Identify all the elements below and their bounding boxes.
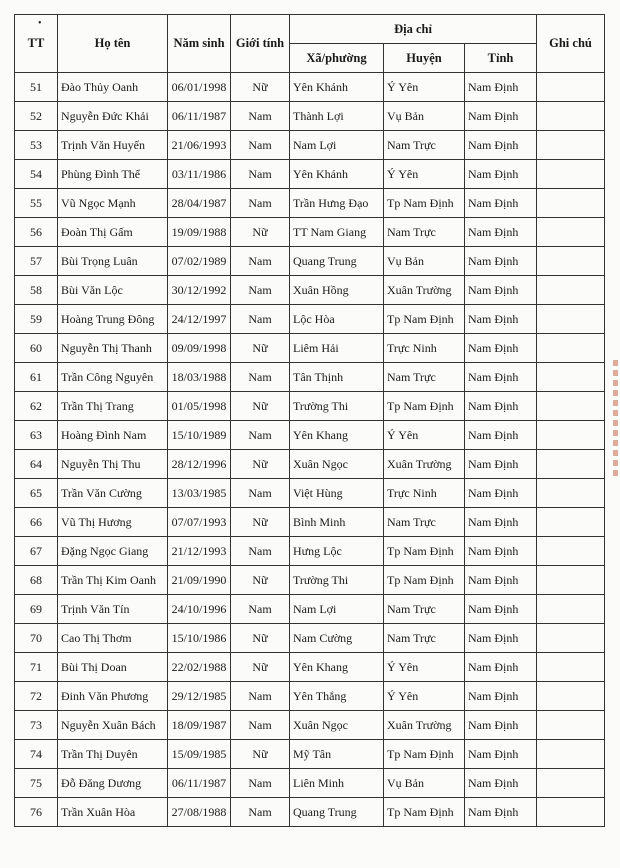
- cell-ghi-chu: [537, 160, 605, 189]
- cell-xa-phuong: Hưng Lộc: [290, 537, 384, 566]
- cell-huyen: Ý Yên: [384, 653, 465, 682]
- cell-huyen: Xuân Trường: [384, 276, 465, 305]
- table-row: [15, 421, 605, 450]
- cell-ho-ten: Cao Thị Thơm: [58, 624, 168, 653]
- cell-gioi-tinh: Nam: [231, 189, 290, 218]
- cell-gioi-tinh: Nữ: [231, 218, 290, 247]
- cell-ghi-chu: [537, 653, 605, 682]
- cell-tt: 62: [15, 392, 58, 421]
- table-row: [15, 624, 605, 653]
- table-row: [15, 160, 605, 189]
- cell-ho-ten: Trịnh Văn Tín: [58, 595, 168, 624]
- cell-ghi-chu: [537, 479, 605, 508]
- cell-gioi-tinh: Nam: [231, 247, 290, 276]
- cell-ghi-chu: [537, 769, 605, 798]
- cell-nam-sinh: 07/07/1993: [168, 508, 231, 537]
- cell-ghi-chu: [537, 218, 605, 247]
- cell-xa-phuong: Yên Thắng: [290, 682, 384, 711]
- cell-nam-sinh: 21/09/1990: [168, 566, 231, 595]
- header-tinh: Tỉnh: [465, 44, 537, 73]
- cell-huyen: Ý Yên: [384, 160, 465, 189]
- cell-gioi-tinh: Nữ: [231, 566, 290, 595]
- cell-tt: 64: [15, 450, 58, 479]
- cell-tt: 51: [15, 73, 58, 102]
- cell-gioi-tinh: Nữ: [231, 508, 290, 537]
- table-row: [15, 305, 605, 334]
- cell-tinh: Nam Định: [465, 363, 537, 392]
- cell-ghi-chu: [537, 798, 605, 827]
- cell-tinh: Nam Định: [465, 682, 537, 711]
- cell-ghi-chu: [537, 276, 605, 305]
- cell-ho-ten: Bùi Thị Doan: [58, 653, 168, 682]
- cell-huyen: Tp Nam Định: [384, 740, 465, 769]
- cell-tinh: Nam Định: [465, 392, 537, 421]
- cell-xa-phuong: Quang Trung: [290, 247, 384, 276]
- cell-tinh: Nam Định: [465, 537, 537, 566]
- cell-gioi-tinh: Nam: [231, 711, 290, 740]
- cell-huyen: Ý Yên: [384, 73, 465, 102]
- cell-tinh: Nam Định: [465, 479, 537, 508]
- cell-ho-ten: Nguyễn Xuân Bách: [58, 711, 168, 740]
- header-nam-sinh: Năm sinh: [168, 15, 231, 73]
- cell-xa-phuong: Liên Minh: [290, 769, 384, 798]
- cell-xa-phuong: Bình Minh: [290, 508, 384, 537]
- cell-xa-phuong: Trần Hưng Đạo: [290, 189, 384, 218]
- cell-tinh: Nam Định: [465, 798, 537, 827]
- cell-huyen: Nam Trực: [384, 218, 465, 247]
- cell-ghi-chu: [537, 392, 605, 421]
- cell-xa-phuong: Xuân Ngọc: [290, 450, 384, 479]
- cell-ghi-chu: [537, 682, 605, 711]
- cell-tt: 58: [15, 276, 58, 305]
- cell-tt: 72: [15, 682, 58, 711]
- cell-nam-sinh: 06/11/1987: [168, 769, 231, 798]
- cell-tinh: Nam Định: [465, 450, 537, 479]
- cell-gioi-tinh: Nam: [231, 276, 290, 305]
- cell-huyen: Tp Nam Định: [384, 537, 465, 566]
- cell-nam-sinh: 24/10/1996: [168, 595, 231, 624]
- cell-xa-phuong: Trường Thi: [290, 392, 384, 421]
- table-row: [15, 189, 605, 218]
- cell-huyen: Trực Ninh: [384, 334, 465, 363]
- cell-gioi-tinh: Nữ: [231, 392, 290, 421]
- cell-huyen: Tp Nam Định: [384, 305, 465, 334]
- table-header: [15, 15, 605, 73]
- table-row: [15, 682, 605, 711]
- cell-gioi-tinh: Nam: [231, 479, 290, 508]
- table-body: [15, 73, 605, 827]
- table-row: [15, 392, 605, 421]
- cell-ho-ten: Hoàng Đình Nam: [58, 421, 168, 450]
- cell-ho-ten: Vũ Thị Hương: [58, 508, 168, 537]
- cell-nam-sinh: 15/10/1986: [168, 624, 231, 653]
- cell-gioi-tinh: Nữ: [231, 740, 290, 769]
- table-row: [15, 131, 605, 160]
- cell-gioi-tinh: Nữ: [231, 73, 290, 102]
- cell-gioi-tinh: Nữ: [231, 653, 290, 682]
- table-row: [15, 73, 605, 102]
- cell-tinh: Nam Định: [465, 624, 537, 653]
- cell-huyen: Nam Trực: [384, 624, 465, 653]
- cell-nam-sinh: 13/03/1985: [168, 479, 231, 508]
- cell-tt: 56: [15, 218, 58, 247]
- table-row: [15, 566, 605, 595]
- cell-gioi-tinh: Nam: [231, 131, 290, 160]
- cell-nam-sinh: 24/12/1997: [168, 305, 231, 334]
- cell-nam-sinh: 21/06/1993: [168, 131, 231, 160]
- cell-xa-phuong: Yên Khang: [290, 421, 384, 450]
- cell-huyen: Tp Nam Định: [384, 566, 465, 595]
- table-row: [15, 537, 605, 566]
- cell-ho-ten: Trần Thị Trang: [58, 392, 168, 421]
- cell-huyen: Xuân Trường: [384, 711, 465, 740]
- cell-ghi-chu: [537, 334, 605, 363]
- cell-ghi-chu: [537, 363, 605, 392]
- cell-nam-sinh: 30/12/1992: [168, 276, 231, 305]
- table-row: [15, 740, 605, 769]
- header-ghi-chu: Ghi chú: [537, 15, 605, 73]
- cell-tinh: Nam Định: [465, 334, 537, 363]
- cell-tinh: Nam Định: [465, 421, 537, 450]
- cell-xa-phuong: Nam Cường: [290, 624, 384, 653]
- cell-huyen: Tp Nam Định: [384, 392, 465, 421]
- cell-ho-ten: Đặng Ngọc Giang: [58, 537, 168, 566]
- cell-tt: 52: [15, 102, 58, 131]
- cell-ghi-chu: [537, 595, 605, 624]
- header-dia-chi: Địa chỉ: [290, 15, 537, 44]
- cell-ho-ten: Đoàn Thị Gấm: [58, 218, 168, 247]
- cell-ho-ten: Trịnh Văn Huyến: [58, 131, 168, 160]
- table-row: [15, 247, 605, 276]
- cell-huyen: Tp Nam Định: [384, 798, 465, 827]
- header-ho-ten: Họ tên: [58, 15, 168, 73]
- cell-tt: 61: [15, 363, 58, 392]
- cell-tt: 63: [15, 421, 58, 450]
- cell-nam-sinh: 06/01/1998: [168, 73, 231, 102]
- cell-huyen: Nam Trực: [384, 131, 465, 160]
- cell-ghi-chu: [537, 421, 605, 450]
- cell-huyen: Ý Yên: [384, 421, 465, 450]
- cell-nam-sinh: 06/11/1987: [168, 102, 231, 131]
- cell-nam-sinh: 29/12/1985: [168, 682, 231, 711]
- cell-ghi-chu: [537, 508, 605, 537]
- cell-ghi-chu: [537, 711, 605, 740]
- cell-nam-sinh: 22/02/1988: [168, 653, 231, 682]
- cell-tt: 54: [15, 160, 58, 189]
- cell-gioi-tinh: Nam: [231, 102, 290, 131]
- cell-huyen: Nam Trực: [384, 363, 465, 392]
- table-row: [15, 798, 605, 827]
- cell-ho-ten: Trần Công Nguyên: [58, 363, 168, 392]
- cell-nam-sinh: 01/05/1998: [168, 392, 231, 421]
- cell-ho-ten: Đào Thủy Oanh: [58, 73, 168, 102]
- cell-ho-ten: Bùi Trọng Luân: [58, 247, 168, 276]
- cell-xa-phuong: Xuân Ngọc: [290, 711, 384, 740]
- header-huyen: Huyện: [384, 44, 465, 73]
- table-row: [15, 363, 605, 392]
- cell-nam-sinh: 28/04/1987: [168, 189, 231, 218]
- cell-ghi-chu: [537, 305, 605, 334]
- cell-tt: 70: [15, 624, 58, 653]
- cell-xa-phuong: Nam Lợi: [290, 595, 384, 624]
- personnel-table: [14, 14, 605, 827]
- cell-nam-sinh: 21/12/1993: [168, 537, 231, 566]
- cell-nam-sinh: 19/09/1988: [168, 218, 231, 247]
- scan-dot: •: [38, 18, 42, 29]
- cell-tt: 73: [15, 711, 58, 740]
- cell-tinh: Nam Định: [465, 653, 537, 682]
- cell-huyen: Vụ Bản: [384, 102, 465, 131]
- cell-xa-phuong: Quang Trung: [290, 798, 384, 827]
- table-row: [15, 711, 605, 740]
- cell-xa-phuong: Yên Khánh: [290, 73, 384, 102]
- cell-tinh: Nam Định: [465, 566, 537, 595]
- cell-xa-phuong: Yên Khang: [290, 653, 384, 682]
- cell-tinh: Nam Định: [465, 305, 537, 334]
- cell-gioi-tinh: Nam: [231, 363, 290, 392]
- cell-tinh: Nam Định: [465, 740, 537, 769]
- cell-nam-sinh: 15/10/1989: [168, 421, 231, 450]
- table-row: [15, 218, 605, 247]
- cell-ghi-chu: [537, 740, 605, 769]
- scan-edge-mark: [613, 360, 618, 480]
- cell-huyen: Vụ Bản: [384, 247, 465, 276]
- cell-xa-phuong: Trường Thi: [290, 566, 384, 595]
- cell-tt: 59: [15, 305, 58, 334]
- cell-ho-ten: Đinh Văn Phương: [58, 682, 168, 711]
- cell-gioi-tinh: Nữ: [231, 624, 290, 653]
- cell-huyen: Nam Trực: [384, 508, 465, 537]
- cell-ghi-chu: [537, 566, 605, 595]
- cell-ho-ten: Vũ Ngọc Mạnh: [58, 189, 168, 218]
- cell-nam-sinh: 07/02/1989: [168, 247, 231, 276]
- cell-tt: 55: [15, 189, 58, 218]
- cell-gioi-tinh: Nữ: [231, 334, 290, 363]
- cell-nam-sinh: 28/12/1996: [168, 450, 231, 479]
- cell-gioi-tinh: Nữ: [231, 450, 290, 479]
- cell-gioi-tinh: Nam: [231, 160, 290, 189]
- cell-huyen: Nam Trực: [384, 595, 465, 624]
- cell-ghi-chu: [537, 247, 605, 276]
- cell-gioi-tinh: Nam: [231, 305, 290, 334]
- cell-tinh: Nam Định: [465, 595, 537, 624]
- cell-tt: 71: [15, 653, 58, 682]
- cell-ghi-chu: [537, 102, 605, 131]
- table-row: [15, 334, 605, 363]
- cell-xa-phuong: Mỹ Tân: [290, 740, 384, 769]
- cell-tt: 69: [15, 595, 58, 624]
- table-row: [15, 595, 605, 624]
- header-tt: TT: [15, 15, 58, 73]
- cell-ghi-chu: [537, 450, 605, 479]
- cell-huyen: Vụ Bản: [384, 769, 465, 798]
- cell-ho-ten: Đỗ Đăng Dương: [58, 769, 168, 798]
- cell-tinh: Nam Định: [465, 508, 537, 537]
- cell-tinh: Nam Định: [465, 102, 537, 131]
- cell-ghi-chu: [537, 189, 605, 218]
- cell-ho-ten: Nguyễn Thị Thu: [58, 450, 168, 479]
- cell-nam-sinh: 09/09/1998: [168, 334, 231, 363]
- cell-gioi-tinh: Nam: [231, 798, 290, 827]
- cell-xa-phuong: TT Nam Giang: [290, 218, 384, 247]
- cell-xa-phuong: Xuân Hồng: [290, 276, 384, 305]
- cell-ghi-chu: [537, 73, 605, 102]
- cell-ho-ten: Trần Xuân Hòa: [58, 798, 168, 827]
- cell-xa-phuong: Yên Khánh: [290, 160, 384, 189]
- cell-huyen: Xuân Trường: [384, 450, 465, 479]
- table-row: [15, 653, 605, 682]
- cell-gioi-tinh: Nam: [231, 595, 290, 624]
- cell-nam-sinh: 03/11/1986: [168, 160, 231, 189]
- cell-gioi-tinh: Nam: [231, 421, 290, 450]
- cell-tinh: Nam Định: [465, 160, 537, 189]
- table-row: [15, 276, 605, 305]
- cell-ho-ten: Trần Thị Duyên: [58, 740, 168, 769]
- cell-tt: 67: [15, 537, 58, 566]
- cell-tt: 66: [15, 508, 58, 537]
- cell-huyen: Trực Ninh: [384, 479, 465, 508]
- cell-xa-phuong: Tân Thịnh: [290, 363, 384, 392]
- cell-ghi-chu: [537, 624, 605, 653]
- header-gioi-tinh: Giới tính: [231, 15, 290, 73]
- table-row: [15, 479, 605, 508]
- cell-ho-ten: Bùi Văn Lộc: [58, 276, 168, 305]
- cell-tinh: Nam Định: [465, 711, 537, 740]
- cell-ho-ten: Hoàng Trung Đông: [58, 305, 168, 334]
- cell-huyen: Ý Yên: [384, 682, 465, 711]
- cell-gioi-tinh: Nam: [231, 769, 290, 798]
- header-xa-phuong: Xã/phường: [290, 44, 384, 73]
- cell-tt: 53: [15, 131, 58, 160]
- cell-tinh: Nam Định: [465, 276, 537, 305]
- cell-nam-sinh: 15/09/1985: [168, 740, 231, 769]
- cell-ho-ten: Nguyễn Thị Thanh: [58, 334, 168, 363]
- table-row: [15, 450, 605, 479]
- cell-tinh: Nam Định: [465, 131, 537, 160]
- cell-tinh: Nam Định: [465, 189, 537, 218]
- cell-tt: 57: [15, 247, 58, 276]
- cell-tt: 65: [15, 479, 58, 508]
- cell-ho-ten: Nguyễn Đức Khải: [58, 102, 168, 131]
- cell-tinh: Nam Định: [465, 218, 537, 247]
- cell-ghi-chu: [537, 131, 605, 160]
- cell-tt: 76: [15, 798, 58, 827]
- cell-tinh: Nam Định: [465, 769, 537, 798]
- cell-ghi-chu: [537, 537, 605, 566]
- cell-xa-phuong: Việt Hùng: [290, 479, 384, 508]
- cell-nam-sinh: 18/09/1987: [168, 711, 231, 740]
- cell-tinh: Nam Định: [465, 247, 537, 276]
- cell-xa-phuong: Lộc Hòa: [290, 305, 384, 334]
- cell-ho-ten: Phùng Đình Thể: [58, 160, 168, 189]
- cell-ho-ten: Trần Thị Kim Oanh: [58, 566, 168, 595]
- table-row: [15, 769, 605, 798]
- cell-tt: 74: [15, 740, 58, 769]
- cell-xa-phuong: Liêm Hải: [290, 334, 384, 363]
- cell-huyen: Tp Nam Định: [384, 189, 465, 218]
- cell-tinh: Nam Định: [465, 73, 537, 102]
- cell-xa-phuong: Thành Lợi: [290, 102, 384, 131]
- cell-tt: 68: [15, 566, 58, 595]
- cell-tt: 60: [15, 334, 58, 363]
- cell-ho-ten: Trần Văn Cường: [58, 479, 168, 508]
- cell-gioi-tinh: Nam: [231, 682, 290, 711]
- cell-nam-sinh: 18/03/1988: [168, 363, 231, 392]
- table-row: [15, 508, 605, 537]
- table-row: [15, 102, 605, 131]
- cell-gioi-tinh: Nam: [231, 537, 290, 566]
- cell-nam-sinh: 27/08/1988: [168, 798, 231, 827]
- cell-xa-phuong: Nam Lợi: [290, 131, 384, 160]
- cell-tt: 75: [15, 769, 58, 798]
